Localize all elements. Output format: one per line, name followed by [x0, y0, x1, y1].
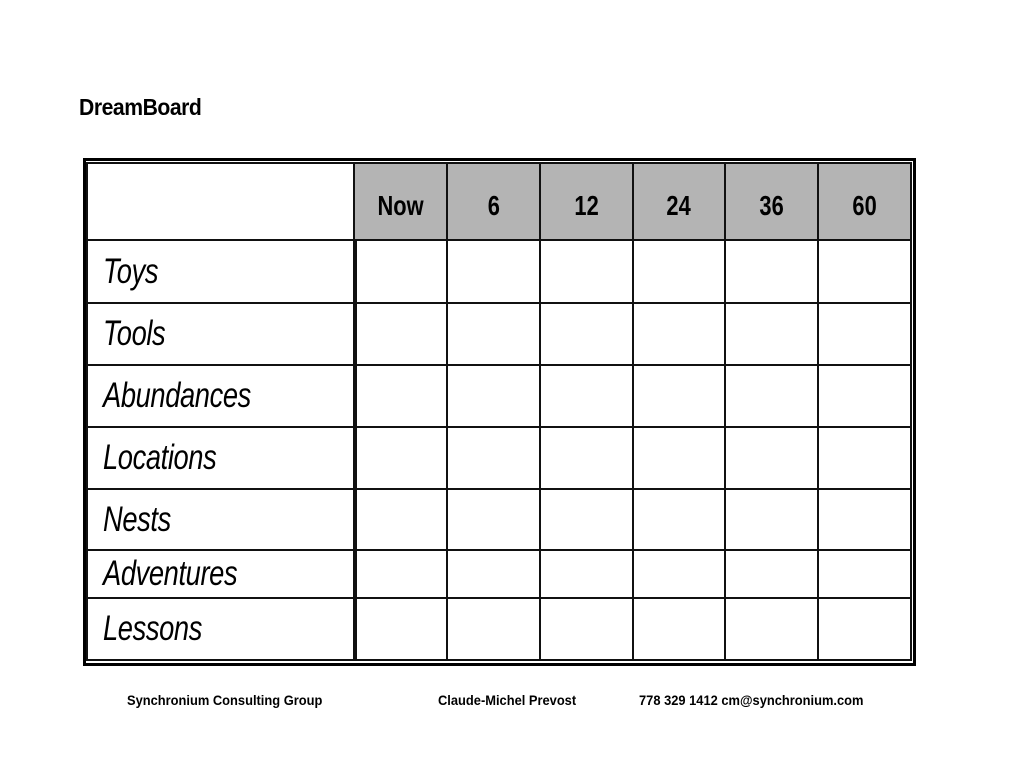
table-cell[interactable]: [817, 239, 912, 304]
column-header-label: 60: [852, 189, 877, 221]
table-cell[interactable]: [632, 426, 726, 490]
table-cell[interactable]: [539, 426, 634, 490]
table-cell[interactable]: [446, 426, 541, 490]
column-header-label: 12: [574, 189, 599, 221]
table-cell[interactable]: [817, 488, 912, 551]
table-cell[interactable]: [724, 302, 819, 366]
table-cell[interactable]: [353, 239, 448, 304]
table-cell[interactable]: [632, 239, 726, 304]
table-cell[interactable]: [539, 302, 634, 366]
row-label-lessons: [86, 597, 357, 661]
table-cell[interactable]: [539, 488, 634, 551]
column-header-now: [353, 162, 448, 241]
column-header-label: 6: [487, 189, 500, 221]
table-cell[interactable]: [724, 597, 819, 661]
table-cell[interactable]: [446, 488, 541, 551]
table-cell[interactable]: [817, 302, 912, 366]
table-cell[interactable]: [632, 597, 726, 661]
table-cell[interactable]: [353, 426, 448, 490]
row-label-text: Adventures: [103, 554, 238, 593]
row-label-text: Abundances: [103, 376, 251, 415]
table-cell[interactable]: [817, 549, 912, 599]
row-label-nests: [86, 488, 357, 551]
table-cell[interactable]: [446, 549, 541, 599]
table-cell[interactable]: [539, 239, 634, 304]
table-cell[interactable]: [632, 302, 726, 366]
table-corner-cell: [86, 162, 355, 241]
table-cell[interactable]: [353, 597, 448, 661]
table-cell[interactable]: [539, 364, 634, 428]
table-cell[interactable]: [446, 239, 541, 304]
table-cell[interactable]: [353, 549, 448, 599]
table-cell[interactable]: [724, 364, 819, 428]
table-cell[interactable]: [539, 549, 634, 599]
row-label-text: Locations: [103, 438, 217, 477]
table-cell[interactable]: [446, 597, 541, 661]
footer-contact: 778 329 1412 cm@synchronium.com: [639, 692, 864, 708]
footer-company: Synchronium Consulting Group: [127, 692, 323, 708]
row-label-adventures: [86, 549, 357, 599]
table-cell[interactable]: [817, 597, 912, 661]
table-cell[interactable]: [632, 549, 726, 599]
table-cell[interactable]: [817, 364, 912, 428]
table-cell[interactable]: [539, 597, 634, 661]
column-header-label: Now: [377, 189, 424, 221]
table-cell[interactable]: [353, 488, 448, 551]
row-label-abundances: [86, 364, 357, 428]
row-label-locations: [86, 426, 357, 490]
table-cell[interactable]: [353, 302, 448, 366]
column-header-12: [539, 162, 634, 241]
footer-person: Claude-Michel Prevost: [438, 692, 577, 708]
table-cell[interactable]: [724, 488, 819, 551]
row-label-text: Tools: [103, 314, 166, 353]
table-cell[interactable]: [632, 364, 726, 428]
column-header-6: [446, 162, 541, 241]
column-header-60: [817, 162, 912, 241]
table-cell[interactable]: [724, 549, 819, 599]
page-title: DreamBoard: [79, 94, 202, 120]
row-label-text: Lessons: [103, 609, 202, 648]
table-cell[interactable]: [724, 426, 819, 490]
table-cell[interactable]: [817, 426, 912, 490]
table-cell[interactable]: [353, 364, 448, 428]
row-label-tools: [86, 302, 357, 366]
table-cell[interactable]: [446, 364, 541, 428]
row-label-text: Toys: [103, 251, 159, 291]
column-header-label: 24: [666, 189, 692, 221]
table-cell[interactable]: [724, 239, 819, 304]
column-header-label: 36: [759, 189, 784, 221]
table-cell[interactable]: [632, 488, 726, 551]
row-label-text: Nests: [103, 499, 171, 539]
column-header-36: [724, 162, 819, 241]
row-label-toys: [86, 239, 357, 304]
table-cell[interactable]: [446, 302, 541, 366]
column-header-24: [632, 162, 726, 241]
